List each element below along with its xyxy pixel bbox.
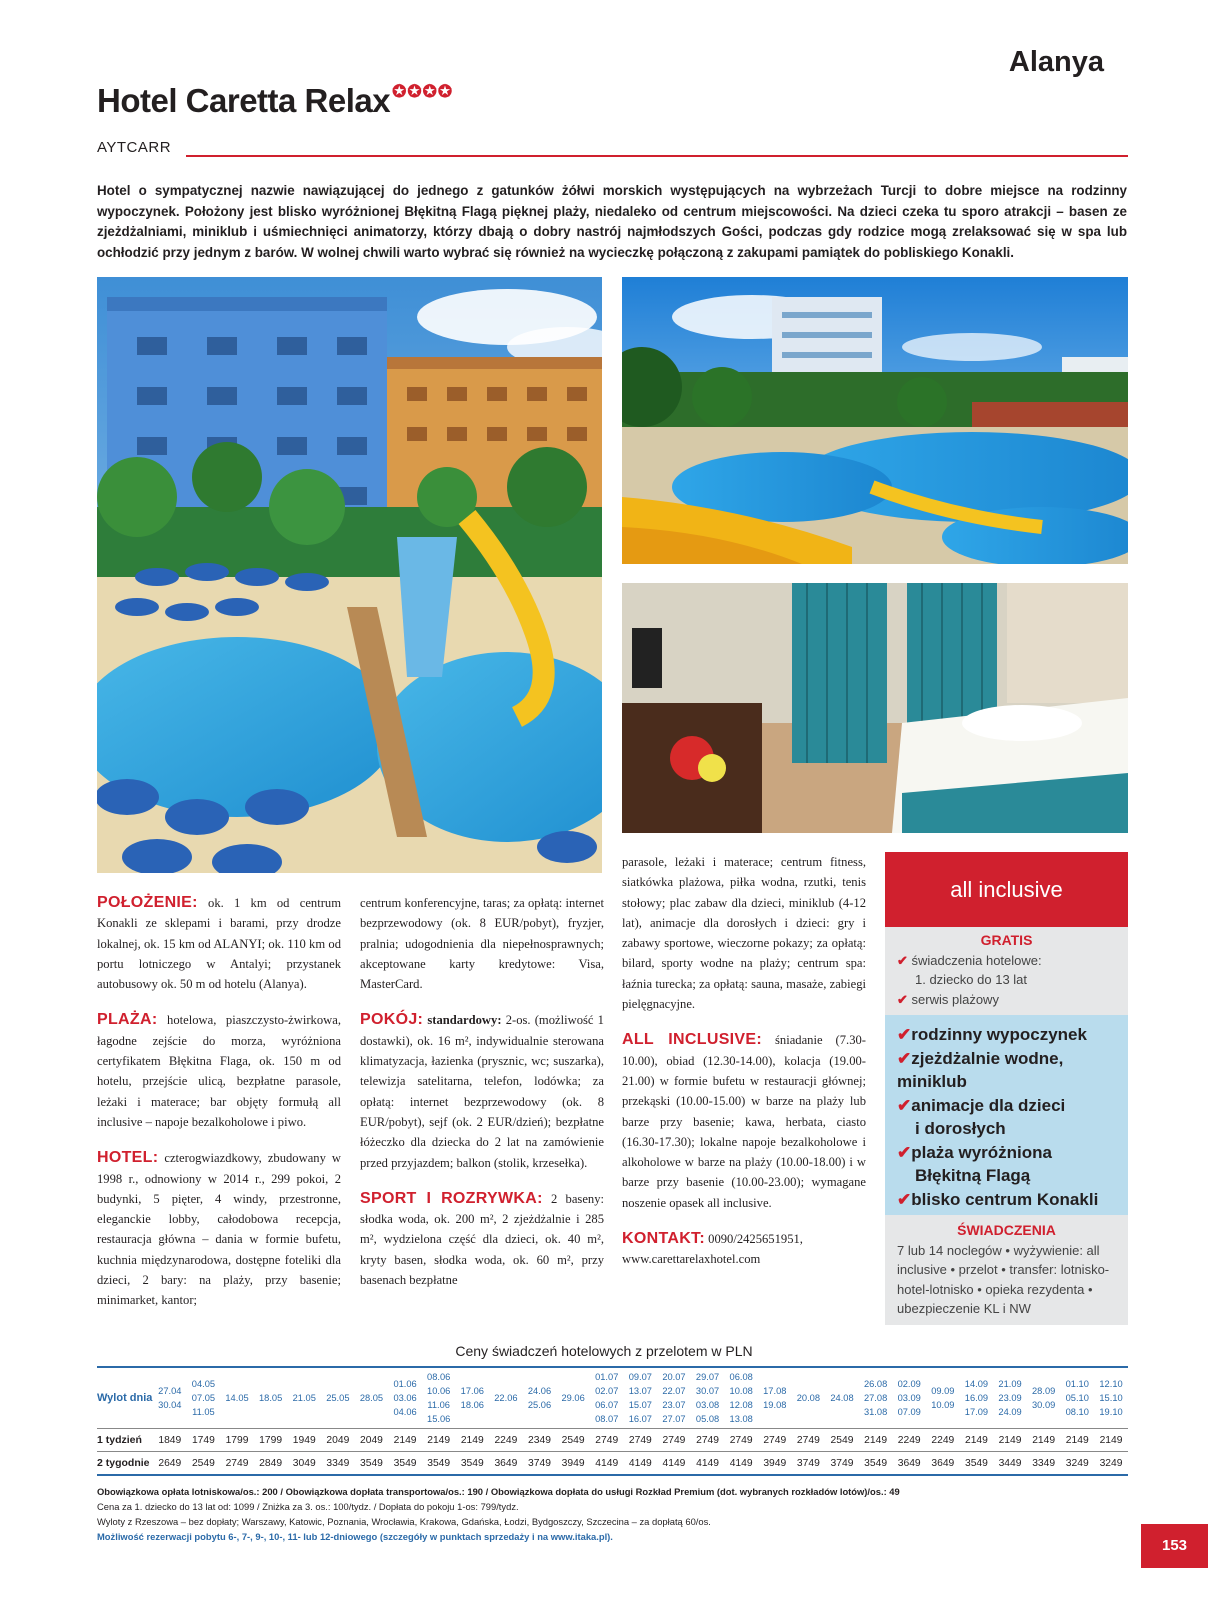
departure-date: 03.08 (695, 1400, 720, 1410)
price-cell: 3349 (321, 1452, 355, 1476)
departure-date: 15.10 (1099, 1393, 1123, 1403)
departure-date: 12.08 (729, 1400, 753, 1410)
all-inclusive-text: śniadanie (7.30-10.00), obiad (12.30-14.00), kolacja (19.00-21.00) w formie bufetu w restauracji głównej; przekąski (10.00-15.00) w barze na plaży lub barze przy basenie; kawa, herbata, ciasto (16.30-17.30); lokalne napoje bezalkoholowe i alkoholowe w barze na plaży (10.00-18.00) i w barze przy basenie (10.00-23.00); wymagane noszenie opasek all inclusive. (622, 1033, 866, 1210)
features-section (885, 1015, 1128, 1215)
page-number: 153 (1141, 1524, 1208, 1568)
departure-date: 01.06 (393, 1379, 417, 1389)
departure-date: 23.07 (662, 1400, 686, 1410)
price-cell: 2049 (355, 1429, 389, 1452)
departure-date: 01.10 (1065, 1379, 1089, 1389)
price-cell: 1849 (153, 1429, 187, 1452)
price-cell: 2749 (624, 1429, 658, 1452)
feature-item: ✔animacje dla dzieci (897, 1095, 1066, 1115)
price-cell: 2649 (153, 1452, 187, 1476)
price-notes (97, 1484, 900, 1544)
price-cell: 2149 (455, 1429, 489, 1452)
price-cell: 3549 (455, 1452, 489, 1476)
departure-date-cell (657, 1367, 691, 1429)
kontakt-phone: 0090/2425651951, (708, 1232, 803, 1247)
departure-date: 22.06 (494, 1393, 518, 1403)
departure-date: 14.09 (964, 1379, 989, 1389)
column-1 (97, 893, 341, 1327)
departure-date: 30.09 (1032, 1400, 1056, 1410)
departure-date: 18.06 (460, 1400, 484, 1410)
departure-date: 24.08 (830, 1393, 854, 1403)
price-cell: 3549 (388, 1452, 422, 1476)
price-cell: 4149 (657, 1452, 691, 1476)
section-kontakt (622, 1229, 866, 1270)
header-divider (186, 155, 1128, 157)
price-cell: 2749 (691, 1429, 725, 1452)
departure-date: 30.04 (158, 1400, 182, 1410)
departure-date: 10.06 (427, 1386, 451, 1396)
all-inclusive-box (885, 852, 1128, 1325)
departure-date-cell (422, 1367, 456, 1429)
polozenie-heading: POŁOŻENIE: (97, 894, 198, 911)
price-cell: 2149 (422, 1429, 456, 1452)
price-cell: 2149 (388, 1429, 422, 1452)
price-cell: 3649 (489, 1452, 523, 1476)
kontakt-website[interactable]: www.carettarelaxhotel.com (622, 1252, 761, 1267)
price-cell: 1799 (254, 1429, 288, 1452)
departure-date: 27.07 (662, 1414, 686, 1424)
departure-date: 02.07 (595, 1386, 619, 1396)
departure-date-cell (388, 1367, 422, 1429)
departure-date: 10.08 (729, 1386, 753, 1396)
hotel-pool-photo (97, 277, 602, 873)
departure-label: Wylot dnia (97, 1367, 153, 1429)
departure-date: 27.04 (158, 1386, 182, 1396)
feature-item: ✔plaża wyróżniona (897, 1142, 1052, 1162)
price-cell: 2149 (993, 1429, 1027, 1452)
price-cell: 3549 (960, 1452, 994, 1476)
departure-date: 04.05 (191, 1379, 216, 1389)
check-icon: ✔ (897, 1189, 912, 1209)
pokoj-text: 2-os. (możliwość 1 dostawki), ok. 16 m², indywidualnie sterowana klimatyzacja, łazienka (prysznic, wc; suszarka), telewizja satelitarna, telefon, lodówka; za opłatą: internet bezprzewodowy (ok. 8 EUR/pobyt), sejf (ok. 2 EUR/dzień); bezpłatne łóżeczko dla dziecka do 2 lat na zamówienie przed przyjazdem; balkon (stolik, krzesełka). (360, 1013, 604, 1170)
hotel-text: czterogwiazdkowy, zbudowany w 1998 r., odnowiony w 2014 r., 299 pokoi, 2 budynki, 5 pięter, 4 windy, przestronne, eleganckie lobby, całodobowa recepcja, restauracja główna – dania w formie bufetu, kuchnia międzynarodowa, dostępne foteliki dla dzieci, 2 bary: na plaży, przy basenie; minimarket, kantor; (97, 1151, 341, 1308)
departure-date: 05.08 (695, 1414, 720, 1424)
departure-date: 20.07 (662, 1372, 686, 1382)
departure-date-cell (792, 1367, 826, 1429)
price-cell: 2149 (859, 1429, 893, 1452)
note-child-price: Cena za 1. dziecko do 13 lat od: 1099 / Zniżka za 3. os.: 100/tydz. / Dopłata do pokoju 1-os: 799/tydz. (97, 1501, 519, 1512)
swiadczenia-text: 7 lub 14 noclegów • wyżywienie: all inclusive • przelot • transfer: lotnisko-hotel-lotnisko • opieka rezydenta • ubezpieczenie KL i NW (897, 1242, 1110, 1316)
departure-date: 31.08 (863, 1407, 888, 1417)
price-cell: 2249 (926, 1429, 960, 1452)
hotel-name: Hotel Caretta Relax (97, 82, 391, 119)
hotel-heading: HOTEL: (97, 1149, 159, 1167)
departure-date-cell (153, 1367, 187, 1429)
feature-item: ✔blisko centrum Konakli (897, 1189, 1099, 1209)
section-plaza (97, 1010, 341, 1132)
section-all-inclusive (622, 1030, 866, 1213)
departure-date-cell (859, 1367, 893, 1429)
swiadczenia-section (885, 1215, 1128, 1325)
region-name: Alanya (1008, 46, 1104, 78)
note-departures: Wyloty z Rzeszowa – bez dopłaty; Warszawy, Katowic, Poznania, Wrocławia, Krakowa, Gdańska, Łodzi, Bydgoszczy, Szczecina – za dopłatą 60/os. (97, 1516, 711, 1527)
departure-dates-row (97, 1367, 1128, 1429)
price-cell: 2749 (792, 1429, 826, 1452)
departure-date: 05.10 (1065, 1393, 1089, 1403)
star-rating-icon: ✪✪✪✪ (392, 82, 454, 101)
departure-date-cell (489, 1367, 523, 1429)
gratis-heading: GRATIS (980, 932, 1033, 948)
departure-date-cell (321, 1367, 355, 1429)
price-cell: 3749 (792, 1452, 826, 1476)
departure-date-cell (1094, 1367, 1128, 1429)
departure-date-cell (691, 1367, 725, 1429)
price-table-title: Ceny świadczeń hotelowych z przelotem w PLN (455, 1343, 753, 1359)
check-icon: ✔ (897, 1025, 912, 1044)
departure-date: 08.07 (595, 1414, 619, 1424)
section-pokoj (360, 1010, 604, 1172)
check-icon: ✔ (897, 1095, 912, 1115)
departure-date: 06.08 (729, 1372, 753, 1382)
feature-item-cont: Błękitną Flagą (915, 1166, 1031, 1185)
price-cell: 2149 (1060, 1429, 1094, 1452)
departure-date: 08.10 (1065, 1407, 1089, 1417)
departure-date-cell (1060, 1367, 1094, 1429)
price-cell: 2749 (220, 1452, 254, 1476)
departure-date: 07.05 (191, 1393, 216, 1403)
departure-date: 06.07 (595, 1400, 619, 1410)
departure-date: 15.06 (427, 1414, 451, 1424)
departure-date: 16.07 (628, 1414, 652, 1424)
price-row-1-week (97, 1429, 1128, 1452)
departure-date: 25.05 (326, 1393, 350, 1403)
price-cell: 3549 (422, 1452, 456, 1476)
price-cell: 3549 (859, 1452, 893, 1476)
departure-date: 29.06 (561, 1393, 585, 1403)
price-cell: 4149 (724, 1452, 758, 1476)
departure-date: 03.09 (897, 1393, 921, 1403)
note-fees: Obowiązkowa opłata lotniskowa/os.: 200 / Obowiązkowa dopłata transportowa/os.: 190 / Obowiązkowa dopłata do usługi Rozkład Premium (dot. wybranych rozkładów lotów)/os.: 49 (97, 1486, 900, 1497)
note-booking: Możliwość rezerwacji pobytu 6-, 7-, 9-, 10-, 11- lub 12-dniowego (szczegóły w punktach sprzedaży i na www.itaka.pl). (97, 1531, 613, 1542)
price-row-label: 1 tydzień (97, 1429, 153, 1452)
feature-item: ✔zjeżdżalnie wodne, miniklub (897, 1048, 1064, 1091)
departure-date: 17.06 (460, 1386, 484, 1396)
departure-date: 08.06 (427, 1372, 451, 1382)
departure-date: 17.08 (763, 1386, 787, 1396)
price-table (97, 1366, 1128, 1476)
departure-date-cell (758, 1367, 792, 1429)
price-cell: 2049 (321, 1429, 355, 1452)
departure-date-cell (523, 1367, 557, 1429)
gratis-item: ✔ serwis plażowy (897, 991, 999, 1007)
check-icon: ✔ (897, 1142, 912, 1162)
departure-date-cell (993, 1367, 1027, 1429)
departure-date: 13.07 (628, 1386, 652, 1396)
price-cell: 3249 (1094, 1452, 1128, 1476)
hotel-title (97, 82, 453, 120)
plaza-text: hotelowa, piaszczysto-żwirkowa, łagodne zejście do morza, wyróżniona certyfikatem Błękitna Flaga, ok. 150 m od hotelu, przejście ulicą, bezpłatne parasole, leżaki i materace; bar objęty formułą all inclusive – napoje bezalkoholowe i piwo. (97, 1013, 341, 1129)
gratis-item: ✔ świadczenia hotelowe: (897, 952, 1042, 968)
pokoj-heading: POKÓJ: (360, 1011, 424, 1029)
pokoj-type: standardowy: (427, 1013, 502, 1028)
column-3 (622, 852, 866, 1286)
all-inclusive-heading: ALL INCLUSIVE: (622, 1031, 762, 1049)
departure-date-cell (724, 1367, 758, 1429)
departure-date: 12.10 (1099, 1379, 1123, 1389)
price-cell: 2749 (590, 1429, 624, 1452)
departure-date: 22.07 (662, 1386, 686, 1396)
departure-date: 19.08 (763, 1400, 787, 1410)
departure-date-cell (624, 1367, 658, 1429)
departure-date: 07.09 (897, 1407, 921, 1417)
departure-date-cell (254, 1367, 288, 1429)
swiadczenia-heading: ŚWIADCZENIA (957, 1222, 1056, 1238)
price-cell: 3649 (926, 1452, 960, 1476)
price-cell: 2149 (1094, 1429, 1128, 1452)
price-cell: 2249 (892, 1429, 926, 1452)
departure-date: 17.09 (964, 1407, 989, 1417)
intro-text: Hotel o sympatycznej nazwie nawiązującej do jednego z gatunków żółwi morskich występujących na wybrzeżach Turcji to dobre miejsce na rodzinny wypoczynek. Położony jest blisko wyróżnionej Błękitną Flagą pięknej plaży, niedaleko od centrum miejscowości. Na dzieci czeka tu sporo atrakcji – basen ze zjeżdżalniami, miniklub i uśmiechnięci animatorzy, którzy dbają o dobry nastrój najmłodszych Gości, podczas gdy rodzice mogą zrelaksować się w spa lub ochłodzić przy jednym z barów. W wolnej chwili warto wybrać się również na wycieczkę połączoną z zakupami pamiątek do pobliskiego Konakli. (97, 183, 1127, 260)
price-cell: 2549 (556, 1429, 590, 1452)
departure-date: 28.05 (359, 1393, 384, 1403)
departure-date: 24.09 (998, 1407, 1022, 1417)
feature-item: ✔rodzinny wypoczynek (897, 1025, 1087, 1044)
departure-date-cell (220, 1367, 254, 1429)
departure-date: 27.08 (863, 1393, 888, 1403)
price-cell: 2149 (960, 1429, 994, 1452)
departure-date-cell (926, 1367, 960, 1429)
polozenie-text: ok. 1 km od centrum Konakli ze sklepami i barami, przy drodze lokalnej, ok. 15 km od ALANYI; ok. 110 km od portu lotniczego w Antalyi; przystanek autobusowy ok. 50 m od hotelu (Alanya). (97, 896, 341, 992)
price-cell: 4149 (691, 1452, 725, 1476)
all-inclusive-box-title: all inclusive (885, 852, 1128, 927)
price-cell: 2749 (724, 1429, 758, 1452)
gratis-section (885, 927, 1128, 1015)
price-cell: 1799 (220, 1429, 254, 1452)
price-cell: 3649 (892, 1452, 926, 1476)
departure-date: 13.08 (729, 1414, 753, 1424)
departure-date: 30.07 (695, 1386, 720, 1396)
departure-date-cell (355, 1367, 389, 1429)
waterslide-pool-photo (622, 277, 1128, 564)
check-icon: ✔ (897, 991, 908, 1007)
price-cell: 3949 (556, 1452, 590, 1476)
price-cell: 2549 (187, 1452, 221, 1476)
price-cell: 2549 (825, 1429, 859, 1452)
departure-date: 19.10 (1099, 1407, 1123, 1417)
departure-date: 21.09 (998, 1379, 1022, 1389)
hotel-code: AYTCARR (97, 139, 172, 156)
feature-item-cont: i dorosłych (915, 1119, 1006, 1138)
departure-date: 20.08 (796, 1393, 821, 1403)
price-row-2-weeks (97, 1452, 1128, 1476)
departure-date: 26.08 (863, 1379, 888, 1389)
departure-date: 09.09 (931, 1386, 955, 1396)
departure-date-cell (287, 1367, 321, 1429)
departure-date-cell (892, 1367, 926, 1429)
price-cell: 3449 (993, 1452, 1027, 1476)
departure-date: 09.07 (628, 1372, 652, 1382)
departure-date: 15.07 (628, 1400, 652, 1410)
price-cell: 3349 (1027, 1452, 1061, 1476)
departure-date: 23.09 (998, 1393, 1022, 1403)
departure-date: 14.05 (225, 1393, 249, 1403)
price-cell: 4149 (590, 1452, 624, 1476)
sport-heading: SPORT I ROZRYWKA: (360, 1189, 543, 1207)
departure-date: 03.06 (393, 1393, 417, 1403)
departure-date-cell (187, 1367, 221, 1429)
section-sport (360, 1189, 604, 1290)
section-polozenie (97, 893, 341, 994)
departure-date: 10.09 (931, 1400, 955, 1410)
departure-date: 29.07 (695, 1372, 720, 1382)
sport-text-continued: parasole, leżaki i materace; centrum fitness, siatkówka plażowa, piłka wodna, rzutki, tenis stołowy; plac zabaw dla dzieci, miniklub (4-12 lat), animacje dla dorosłych i dzieci: gry i zabawy sportowe, wieczorne pokazy; za opłatą: bilard, sporty wodne na plaży; centrum spa: łaźnia turecka; za opłatą: sauna, masaże, zabiegi pielęgnacyjne. (622, 855, 866, 1012)
departure-date-cell (590, 1367, 624, 1429)
gratis-item-detail: 1. dziecko do 13 lat (915, 972, 1028, 987)
price-cell: 3749 (523, 1452, 557, 1476)
section-hotel (97, 1148, 341, 1310)
price-cell: 3749 (825, 1452, 859, 1476)
departure-date: 01.07 (595, 1372, 619, 1382)
departure-date: 11.06 (427, 1400, 450, 1410)
price-cell: 4149 (624, 1452, 658, 1476)
hotel-text-continued: centrum konferencyjne, taras; za opłatą: internet bezprzewodowy (ok. 8 EUR/pobyt), fryzjer, pralnia; udogodnienia dla niepełnosprawnych; akceptowane karty kredytowe: Visa, MasterCard. (360, 896, 604, 992)
price-cell: 3549 (355, 1452, 389, 1476)
price-cell: 2149 (1027, 1429, 1061, 1452)
departure-date: 24.06 (527, 1386, 552, 1396)
kontakt-heading: KONTAKT: (622, 1230, 705, 1248)
departure-date: 21.05 (292, 1393, 316, 1403)
departure-date: 04.06 (393, 1407, 417, 1417)
price-cell: 3249 (1060, 1452, 1094, 1476)
departure-date: 28.09 (1032, 1386, 1056, 1396)
price-cell: 2849 (254, 1452, 288, 1476)
departure-date: 11.05 (192, 1407, 215, 1417)
departure-date: 25.06 (527, 1400, 552, 1410)
price-cell: 2249 (489, 1429, 523, 1452)
departure-date: 02.09 (897, 1379, 921, 1389)
departure-date: 16.09 (964, 1393, 989, 1403)
departure-date-cell (825, 1367, 859, 1429)
price-row-label: 2 tygodnie (97, 1452, 153, 1476)
column-2 (360, 893, 604, 1306)
price-cell: 1749 (187, 1429, 221, 1452)
check-icon: ✔ (897, 952, 908, 968)
price-cell: 1949 (287, 1429, 321, 1452)
departure-date-cell (960, 1367, 994, 1429)
price-cell: 2349 (523, 1429, 557, 1452)
plaza-heading: PLAŻA: (97, 1011, 158, 1029)
sport-text: 2 baseny: słodka woda, ok. 200 m², 2 zjeżdżalnie i 285 m², wydzielona część dla dzieci, ok. 40 m², kryty basen, słodka woda, ok. 60 m², przy basenach bezpłatne (360, 1191, 605, 1288)
departure-date: 18.05 (259, 1393, 283, 1403)
departure-date-cell (1027, 1367, 1061, 1429)
price-cell: 2749 (758, 1429, 792, 1452)
price-cell: 2749 (657, 1429, 691, 1452)
departure-date-cell (455, 1367, 489, 1429)
price-cell: 3049 (287, 1452, 321, 1476)
price-cell: 3949 (758, 1452, 792, 1476)
departure-date-cell (556, 1367, 590, 1429)
check-icon: ✔ (897, 1048, 912, 1068)
hotel-room-photo (622, 583, 1128, 833)
